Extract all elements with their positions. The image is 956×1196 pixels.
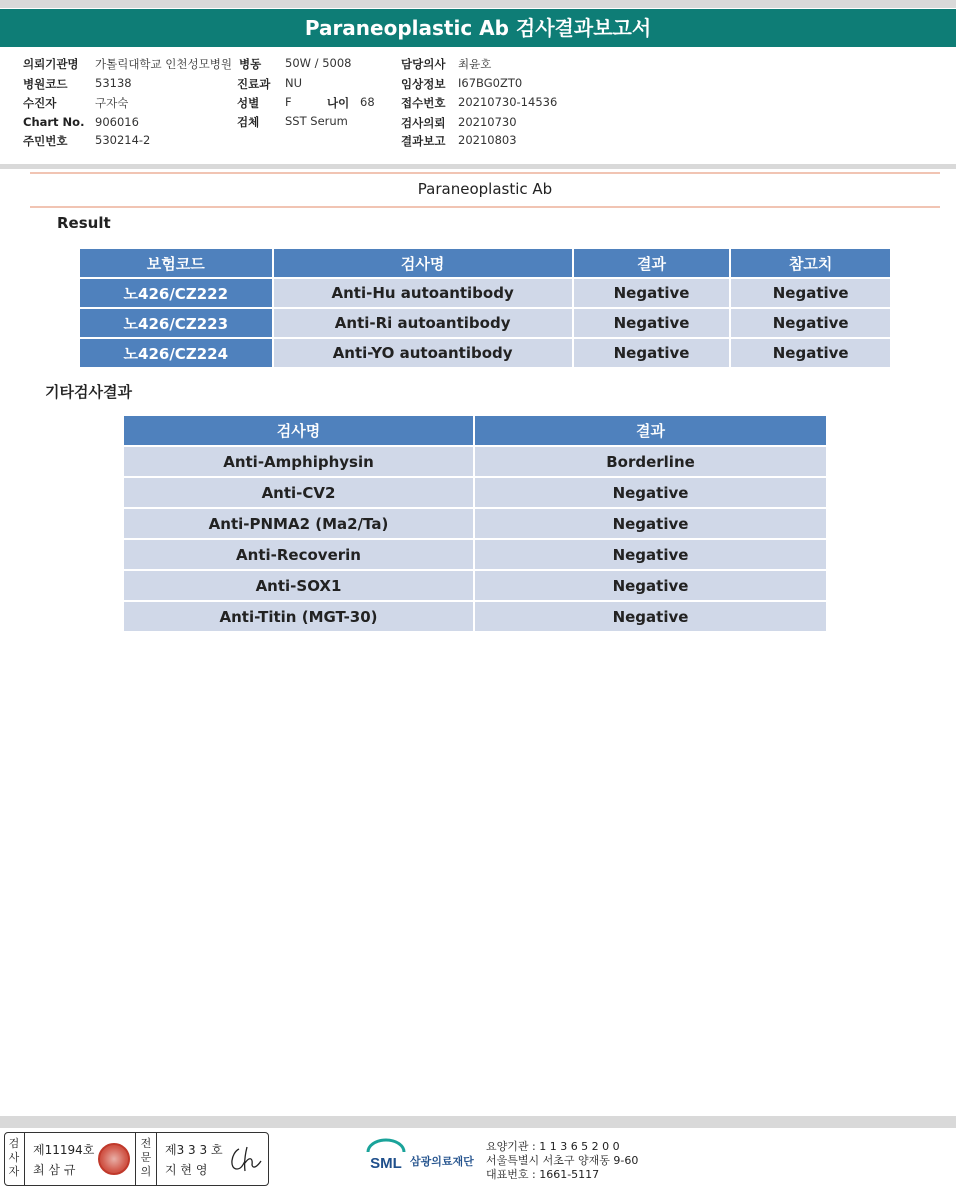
age-value: 68 [360, 95, 375, 109]
header-test-name: 검사명 [273, 248, 573, 278]
header-result: 결과 [474, 415, 827, 446]
signature-box [4, 1132, 269, 1186]
stamp-divider [135, 1133, 136, 1185]
resident-no-label: 주민번호 [23, 134, 68, 148]
test-name-cell: Anti-PNMA2 (Ma2/Ta) [123, 508, 474, 539]
specialist-license-no: 제3 3 3 호 [165, 1143, 223, 1157]
organization-phone: 대표번호 : 1661-5117 [486, 1168, 600, 1181]
specimen-value: SST Serum [285, 114, 348, 128]
collector-label: 수진자 [23, 96, 57, 110]
logo-text: SML [370, 1155, 402, 1172]
stamp-divider [24, 1133, 25, 1185]
clinical-info-label: 임상정보 [401, 77, 446, 91]
result-cell: Negative [474, 601, 827, 632]
organization-info [486, 1140, 638, 1182]
header-result: 결과 [573, 248, 731, 278]
result-cell: Borderline [474, 446, 827, 477]
specialist-name: 지 현 영 [165, 1163, 208, 1177]
official-seal-icon [98, 1143, 130, 1175]
test-name-cell: Anti-Hu autoantibody [273, 278, 573, 308]
table-row [79, 278, 891, 308]
header-reference: 참고치 [730, 248, 891, 278]
requesting-institution-label: 의뢰기관명 [23, 57, 79, 71]
top-border [0, 0, 956, 8]
table-row [79, 308, 891, 338]
care-institution-code: 요양기관 : 1 1 3 6 5 2 0 0 [486, 1140, 620, 1153]
table-row [79, 338, 891, 368]
table-row [123, 508, 827, 539]
other-tests-heading: 기타검사결과 [45, 383, 132, 401]
sex-label: 성별 [237, 96, 260, 110]
section-title: Paraneoplastic Ab [417, 180, 553, 198]
test-request-label: 검사의뢰 [401, 116, 446, 130]
result-table [78, 247, 892, 369]
clinical-info-value: I67BG0ZT0 [458, 76, 523, 90]
section-rule-bottom [30, 206, 940, 208]
result-cell: Negative [573, 338, 731, 368]
table-header-row [79, 248, 891, 278]
table-row [123, 539, 827, 570]
requesting-institution-value: 가톨릭대학교 인천성모병원 [95, 57, 232, 71]
organization-address: 서울특별시 서초구 양재동 9-60 [486, 1154, 639, 1167]
physician-label: 담당의사 [401, 57, 446, 71]
physician-value: 최윤호 [458, 57, 492, 71]
test-name-cell: Anti-Ri autoantibody [273, 308, 573, 338]
header-test-name: 검사명 [123, 415, 474, 446]
reference-cell: Negative [730, 338, 891, 368]
reference-cell: Negative [730, 278, 891, 308]
organization-name: 삼광의료재단 [410, 1155, 474, 1168]
result-report-value: 20210803 [458, 133, 517, 147]
hospital-code-value: 53138 [95, 76, 132, 90]
test-name-cell: Anti-CV2 [123, 477, 474, 508]
sml-logo-icon [362, 1138, 410, 1178]
sex-value: F [285, 95, 292, 109]
test-name-cell: Anti-SOX1 [123, 570, 474, 601]
chart-no-label: Chart No. [23, 115, 85, 129]
table-header-row [123, 415, 827, 446]
insurance-code-cell: 노426/CZ222 [79, 278, 273, 308]
result-report-label: 결과보고 [401, 134, 446, 148]
specialist-vertical-label: 전문의 [140, 1137, 152, 1178]
reference-cell: Negative [730, 308, 891, 338]
report-title: Paraneoplastic Ab 검사결과보고서 [0, 9, 956, 47]
signature-icon [227, 1143, 263, 1175]
ward-label: 병동 [239, 57, 262, 71]
insurance-code-cell: 노426/CZ223 [79, 308, 273, 338]
receipt-no-label: 접수번호 [401, 96, 446, 110]
receipt-no-value: 20210730-14536 [458, 95, 558, 109]
table-row [123, 477, 827, 508]
table-row [123, 446, 827, 477]
result-cell: Negative [474, 570, 827, 601]
result-cell: Negative [573, 278, 731, 308]
collector-value: 구자숙 [95, 96, 129, 110]
specimen-label: 검체 [237, 115, 260, 129]
result-cell: Negative [474, 508, 827, 539]
footer-border [0, 1116, 956, 1128]
header-insurance-code: 보험코드 [79, 248, 273, 278]
test-name-cell: Anti-Recoverin [123, 539, 474, 570]
patient-info [0, 50, 956, 164]
insurance-code-cell: 노426/CZ224 [79, 338, 273, 368]
result-heading: Result [57, 214, 111, 232]
chart-no-value: 906016 [95, 115, 139, 129]
test-name-cell: Anti-YO autoantibody [273, 338, 573, 368]
examiner-license-no: 제11194호 [33, 1143, 95, 1157]
result-cell: Negative [474, 477, 827, 508]
table-row [123, 601, 827, 632]
examiner-name: 최 삼 규 [33, 1163, 76, 1177]
department-label: 진료과 [237, 77, 271, 91]
examiner-vertical-label: 검사자 [8, 1137, 20, 1178]
section-rule-top [30, 172, 940, 174]
info-divider [0, 164, 956, 169]
test-name-cell: Anti-Titin (MGT-30) [123, 601, 474, 632]
result-cell: Negative [573, 308, 731, 338]
table-row [123, 570, 827, 601]
ward-value: 50W / 5008 [285, 56, 352, 70]
result-cell: Negative [474, 539, 827, 570]
department-value: NU [285, 76, 303, 90]
stamp-divider [156, 1133, 157, 1185]
hospital-code-label: 병원코드 [23, 77, 68, 91]
age-label: 나이 [327, 96, 350, 110]
other-tests-table [122, 414, 828, 633]
test-name-cell: Anti-Amphiphysin [123, 446, 474, 477]
resident-no-value: 530214-2 [95, 133, 151, 147]
test-request-value: 20210730 [458, 115, 517, 129]
